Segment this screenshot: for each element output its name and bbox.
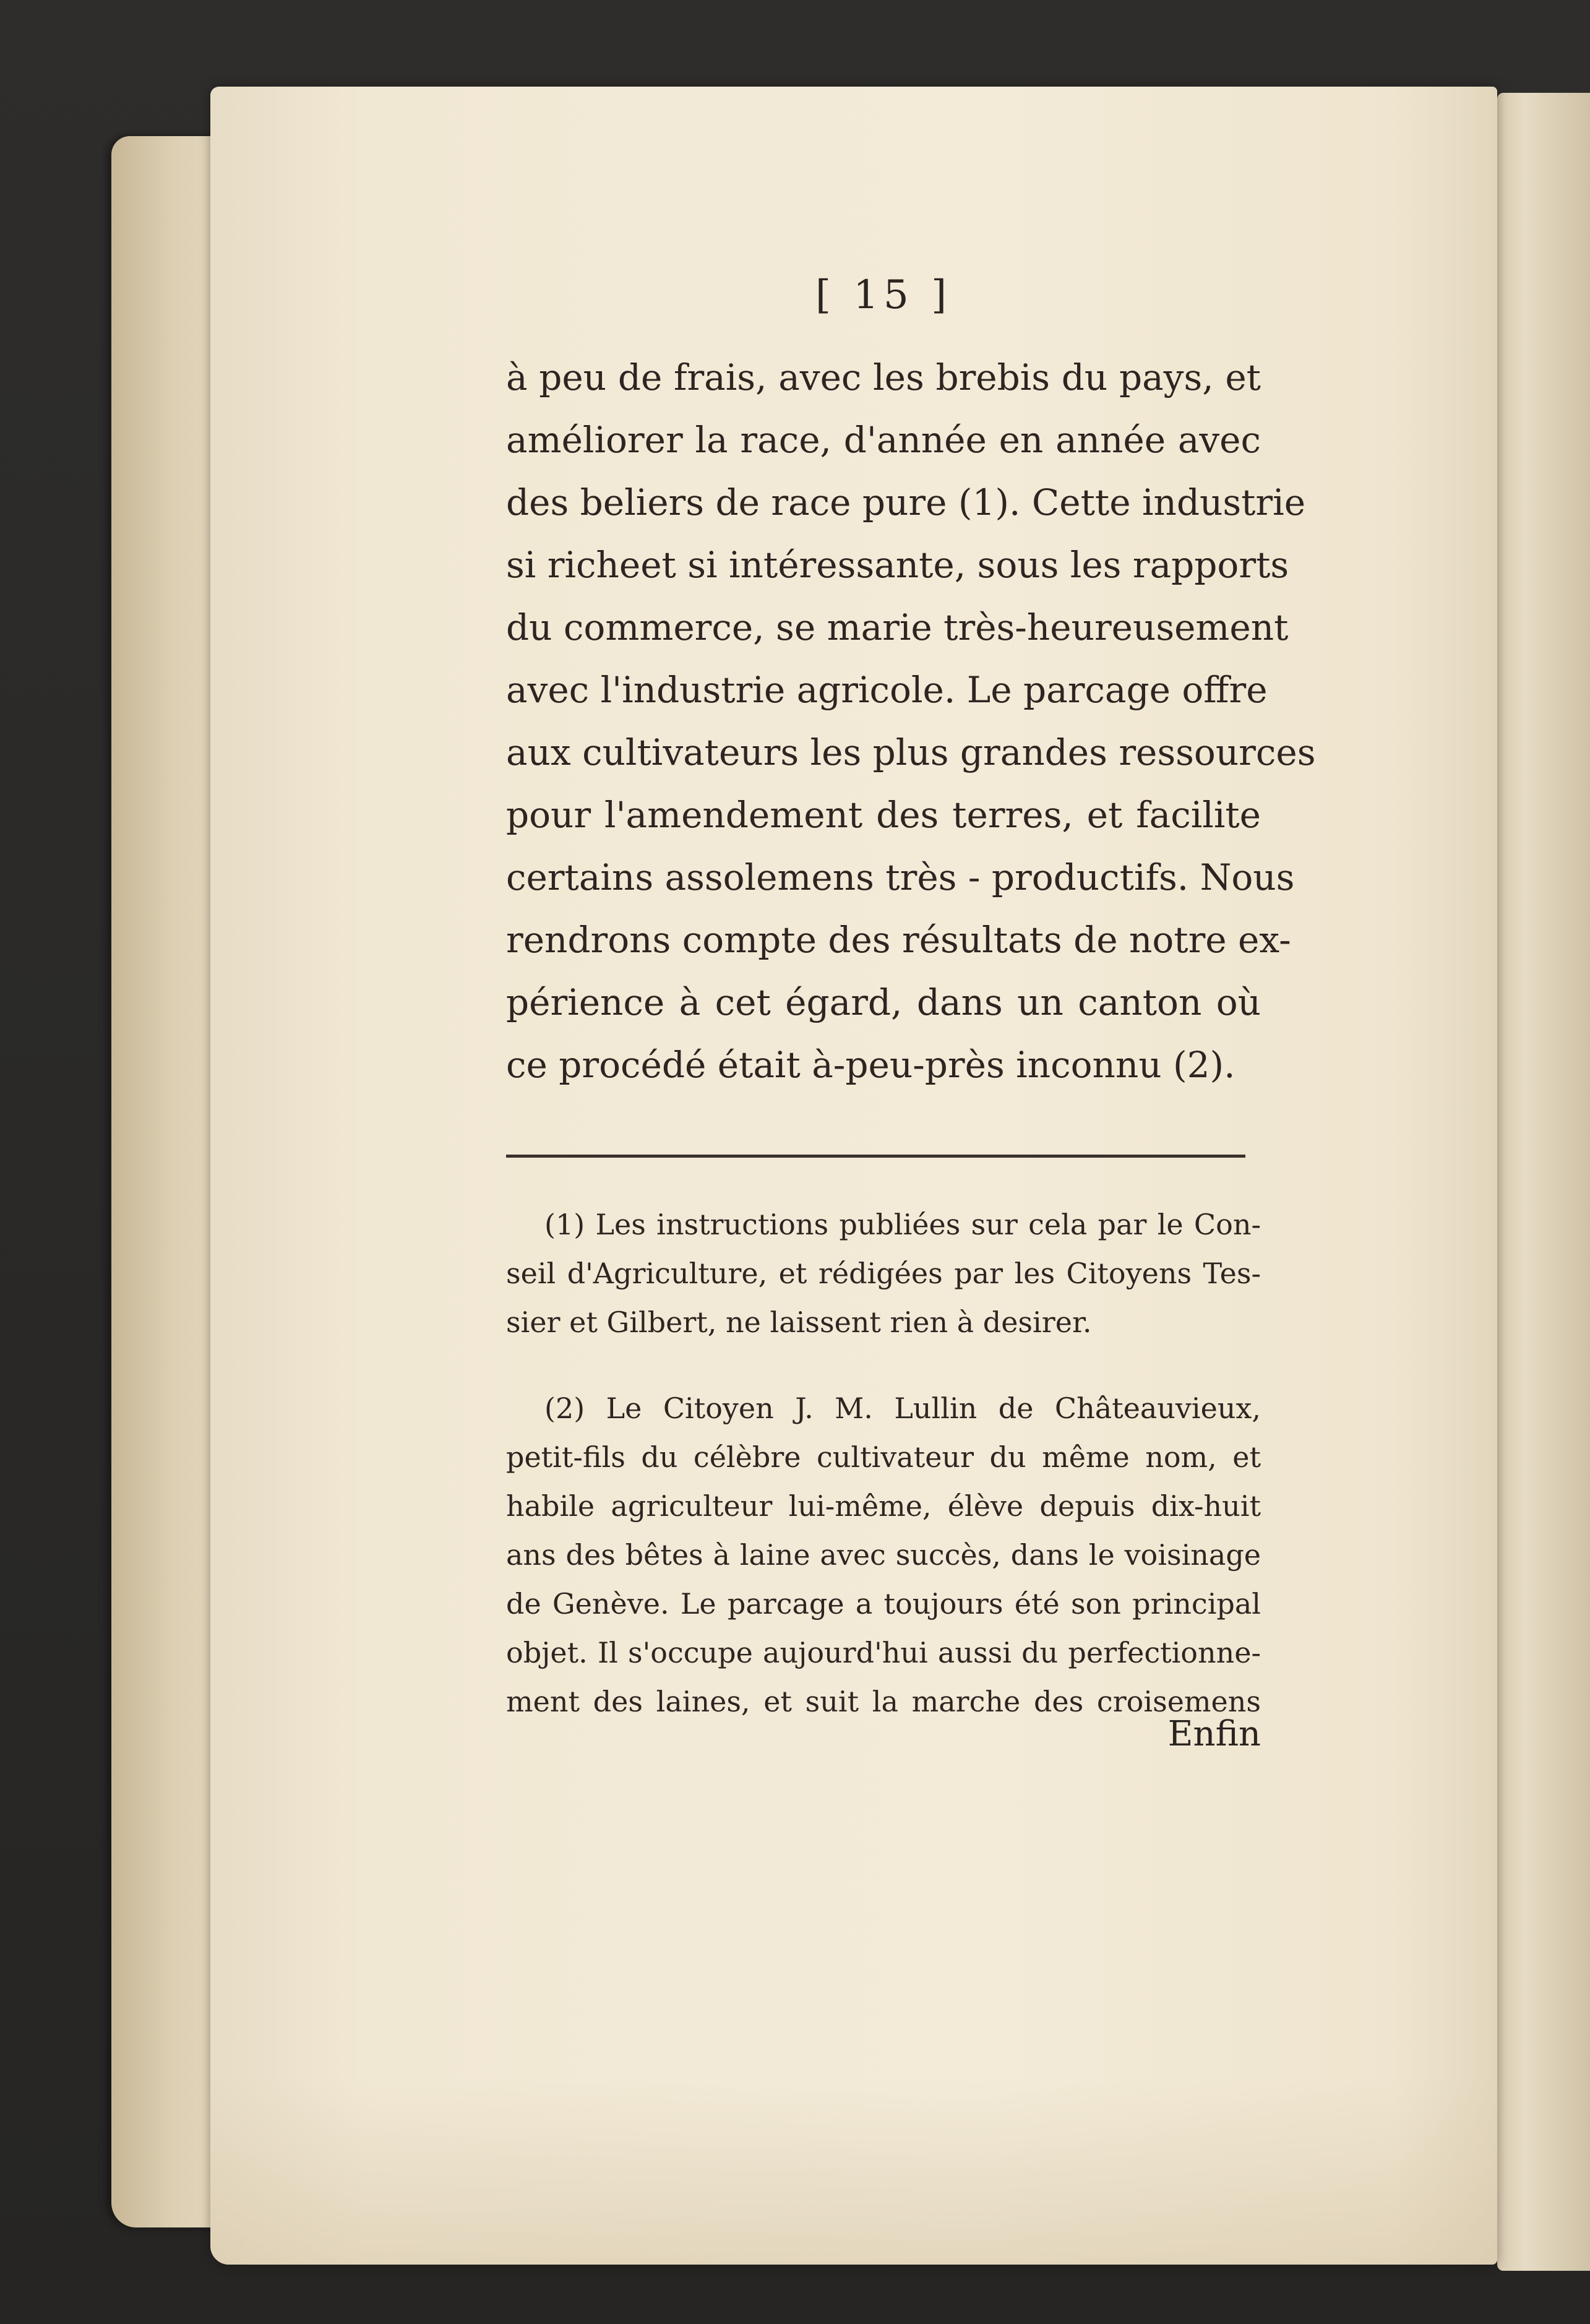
footnote-1 <box>506 1200 1261 1347</box>
footnote-line: objet. Il s'occupe aujourd'hui aussi du perfectionne- <box>506 1636 1261 1669</box>
footnote-separator <box>506 1155 1245 1158</box>
footnote-line: seil d'Agriculture, et rédigées par les Citoyens Tes- <box>506 1257 1261 1290</box>
body-line: avec l'industrie agricole. Le parcage offre <box>506 669 1268 711</box>
body-line: pour l'amendement des terres, et facilite <box>506 794 1261 836</box>
footnote-line: (1) Les instructions publiées sur cela par le Con- <box>544 1208 1261 1241</box>
body-line: périence à cet égard, dans un canton où <box>506 981 1261 1023</box>
footnote-line: petit-fils du célèbre cultivateur du même nom, et <box>506 1440 1261 1474</box>
footnote-2 <box>506 1384 1261 1726</box>
facing-page-edge <box>1497 93 1590 2271</box>
footnote-line: de Genève. Le parcage a toujours été son principal <box>506 1587 1261 1620</box>
body-text <box>506 346 1316 1096</box>
body-line: des beliers de race pure (1). Cette industrie <box>506 481 1306 523</box>
footnote-line: ment des laines, et suit la marche des croisemens <box>506 1685 1261 1718</box>
catchword: Enfin <box>1167 1714 1261 1754</box>
body-line: certains assolemens très - productifs. Nous <box>506 856 1295 898</box>
footnote-line: habile agriculteur lui-même, élève depuis dix-huit <box>506 1489 1261 1523</box>
body-line: améliorer la race, d'année en année avec <box>506 419 1261 461</box>
body-line: ce procédé était à-peu-près inconnu (2). <box>506 1044 1235 1086</box>
footnote-line: (2) Le Citoyen J. M. Lullin de Châteauvieux, <box>544 1392 1261 1425</box>
body-line: du commerce, se marie très-heureusement <box>506 606 1289 648</box>
body-line: si richeet si intéressante, sous les rapports <box>506 544 1289 586</box>
footnote-line: sier et Gilbert, ne laissent rien à desirer. <box>506 1306 1092 1339</box>
body-line: aux cultivateurs les plus grandes ressources <box>506 731 1316 773</box>
footnotes <box>506 1200 1261 1763</box>
page-number: [ 15 ] <box>815 272 952 318</box>
body-line: rendrons compte des résultats de notre ex- <box>506 919 1291 961</box>
footnote-line: ans des bêtes à laine avec succès, dans le voisinage <box>506 1538 1261 1572</box>
body-line: à peu de frais, avec les brebis du pays, et <box>506 356 1261 398</box>
page-stain <box>210 2079 1497 2265</box>
